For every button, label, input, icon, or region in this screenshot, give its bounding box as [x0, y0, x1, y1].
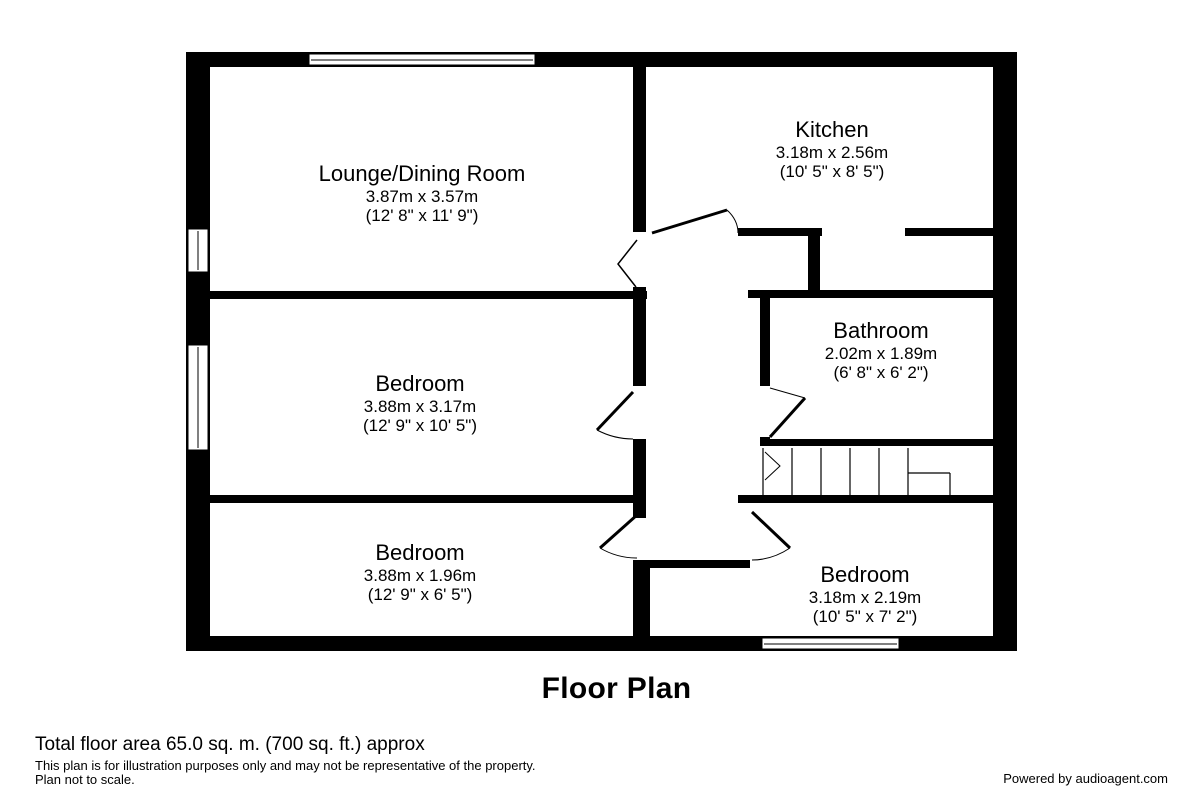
room-dimensions-imperial: (10' 5" x 8' 5"): [779, 161, 885, 181]
room-name: Bedroom: [375, 540, 465, 565]
room-dimensions-imperial: (10' 5" x 7' 2"): [812, 606, 918, 626]
room-name: Bedroom: [375, 371, 465, 396]
room-label-bathroom: [776, 319, 986, 382]
plan-title: Floor Plan: [541, 672, 692, 705]
room-label-bedroom-1: [300, 372, 540, 435]
room-dimensions-metric: 3.18m x 2.19m: [808, 587, 922, 607]
powered-by-credit: Powered by audioagent.com: [1003, 771, 1168, 786]
room-label-bedroom-2: [300, 541, 540, 604]
disclaimer-line-2: Plan not to scale.: [35, 772, 135, 787]
room-name: Bedroom: [820, 562, 910, 587]
room-dimensions-metric: 3.88m x 3.17m: [363, 396, 477, 416]
room-label-bedroom-3: [750, 563, 980, 626]
total-floor-area: Total floor area 65.0 sq. m. (700 sq. ft.) approx: [35, 734, 425, 755]
room-dimensions-imperial: (12' 8" x 11' 9"): [365, 205, 479, 225]
doors: [597, 210, 805, 560]
room-dimensions-metric: 3.18m x 2.56m: [775, 142, 889, 162]
room-dimensions-imperial: (6' 8" x 6' 2"): [833, 362, 929, 382]
room-name: Lounge/Dining Room: [318, 161, 526, 186]
room-dimensions-imperial: (12' 9" x 10' 5"): [362, 415, 477, 435]
room-label-kitchen: [712, 118, 952, 181]
room-name: Bathroom: [833, 318, 929, 343]
stairs: [763, 448, 950, 496]
room-dimensions-imperial: (12' 9" x 6' 5"): [367, 584, 473, 604]
room-dimensions-metric: 3.87m x 3.57m: [365, 186, 479, 206]
disclaimer: [35, 759, 835, 787]
disclaimer-line-1: This plan is for illustration purposes only and may not be representative of the property.: [35, 758, 536, 773]
room-name: Kitchen: [795, 117, 869, 142]
room-dimensions-metric: 3.88m x 1.96m: [363, 565, 477, 585]
room-label-lounge: [242, 162, 602, 225]
room-dimensions-metric: 2.02m x 1.89m: [824, 343, 938, 363]
